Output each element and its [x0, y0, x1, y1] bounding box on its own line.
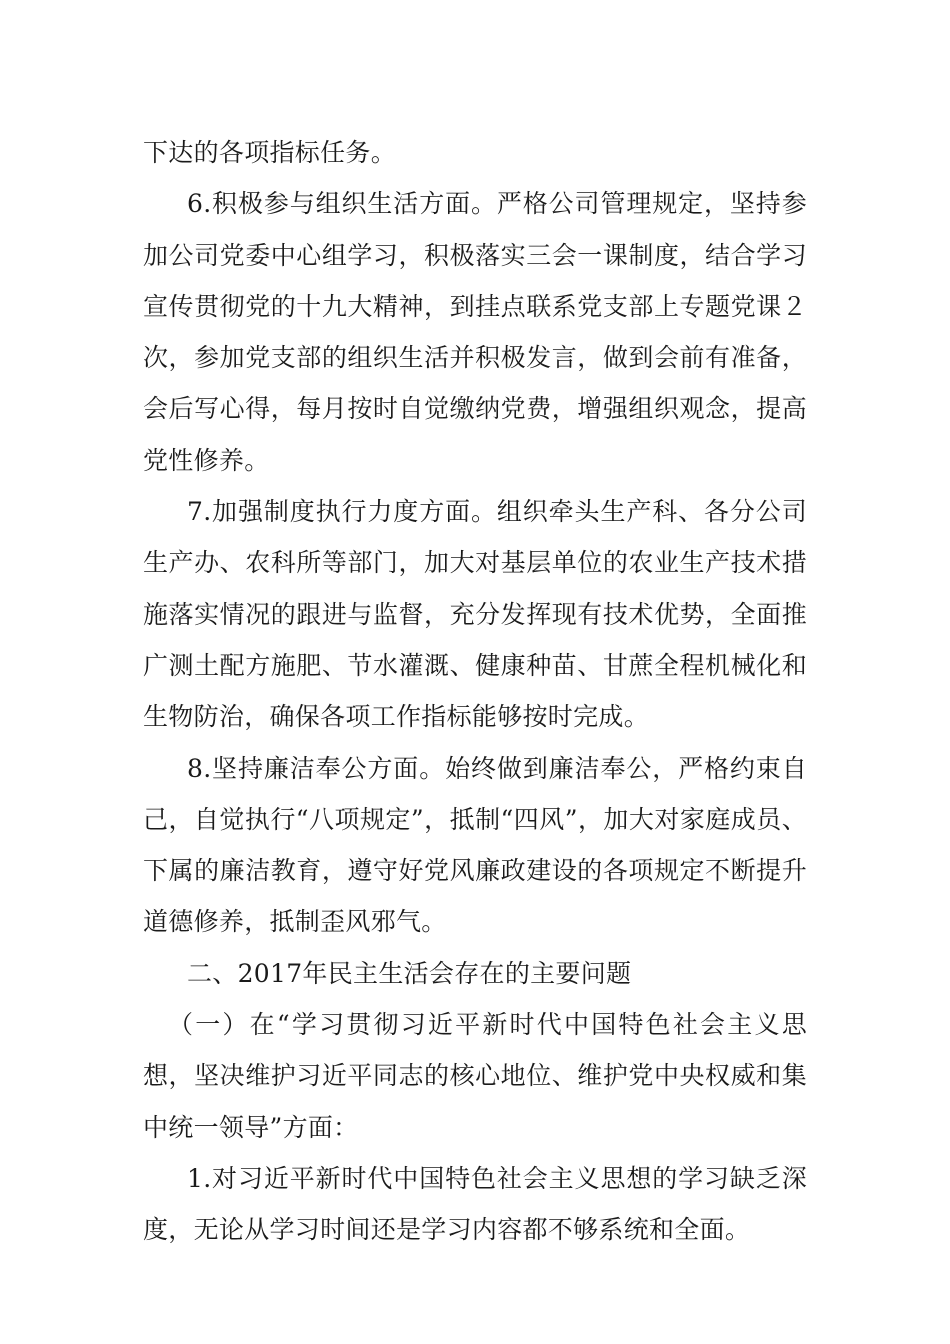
paragraph-item-8: 8.坚持廉洁奉公方面。始终做到廉洁奉公，严格约束自己，自觉执行“八项规定”，抵制“四风”，加大对家庭成员、下属的廉洁教育，遵守好党风廉政建设的各项规定不断提升道德修养，抵制歪风邪气。: [143, 753, 807, 937]
paragraph-item-6: 6.积极参与组织生活方面。严格公司管理规定，坚持参加公司党委中心组学习，积极落实三会一课制度，结合学习宣传贯彻党的十九大精神，到挂点联系党支部上专题党课２次，参加党支部的组织生活并积极发言，做到会前有准备，会后写心得，每月按时自觉缴纳党费，增强组织观念，提高党性修养。: [143, 189, 807, 475]
paragraph-item-1: 1.对习近平新时代中国特色社会主义思想的学习缺乏深度，无论从学习时间还是学习内容都不够系统和全面。: [143, 1163, 807, 1245]
paragraph-continuation: 下达的各项指标任务。: [143, 138, 397, 167]
subsection-heading: （一）在“学习贯彻习近平新时代中国特色社会主义思想，坚决维护习近平同志的核心地位、维护党中央权威和集中统一领导”方面：: [143, 1010, 807, 1142]
paragraph-item-7: 7.加强制度执行力度方面。组织牵头生产科、各分公司生产办、农科所等部门，加大对基层单位的农业生产技术措施落实情况的跟进与监督，充分发挥现有技术优势，全面推广测土配方施肥、节水灌溉、健康种苗、甘蔗全程机械化和生物防治，确保各项工作指标能够按时完成。: [143, 497, 807, 732]
section-heading: 二、2017年民主生活会存在的主要问题: [187, 958, 632, 988]
